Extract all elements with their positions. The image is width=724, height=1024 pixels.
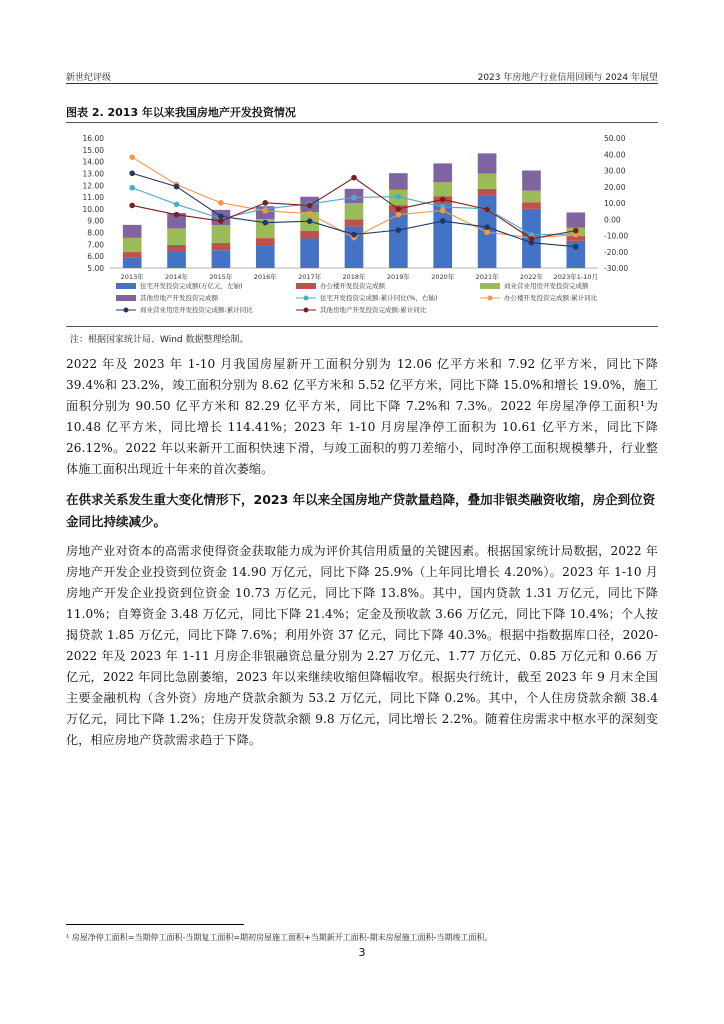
- line-data-point: [351, 195, 357, 201]
- bar-segment: [522, 191, 541, 203]
- bar-segment: [123, 252, 142, 257]
- bar-segment: [212, 225, 231, 243]
- line-data-point: [351, 175, 357, 181]
- line-data-point: [218, 218, 224, 224]
- line-data-point: [529, 236, 535, 242]
- line-data-point: [396, 227, 402, 233]
- line-data-point: [440, 218, 446, 224]
- line-data-point: [129, 203, 135, 209]
- bar-segment: [389, 212, 408, 268]
- left-axis-tick-label: 10.00: [82, 204, 104, 214]
- header-divider: [66, 83, 658, 84]
- bar-segment: [167, 228, 186, 245]
- legend-label: 商业营业用房开发投资完成额:累计同比: [140, 306, 253, 314]
- legend-swatch-marker: [304, 296, 309, 301]
- line-data-point: [573, 244, 579, 250]
- legend-swatch: [296, 283, 316, 289]
- left-axis-tick-label: 13.00: [82, 169, 104, 179]
- paragraph-funding: 房地产业对资本的高需求使得资金获取能力成为评价其信用质量的关键因素。根据国家统计局数据，2022 年房地产开发企业投资到位资金 14.90 万亿元，同比下降 25.9%（上年同比增长 4.20%）。2023 年 1-10 月房地产开发企业投资到位资金 10.73 万亿元，同比下降 13.8%。其中，国内贷款 1.31 万亿元，同比下降 11.0%；自筹资金 3.48 万亿元，同比下降 21.4%；定金及预收款 3.66 万亿元，同比下降 10.4%；个人按揭贷款 1.85 万亿元，同比下降 7.6%；利用外资 37 亿元，同比下降 40.3%。根据中指数据库口径，2020-2022 年及 2023 年 1-11 月房企非银融资总量分别为 2.27 万亿元、1.77 万亿元、0.85 万亿元和 0.66 万亿元，2022 年同比急剧萎缩，2023 年以来继续收缩但降幅收窄。根据央行统计，截至 2023 年 9 月末全国主要金融机构（含外资）房地产贷款余额为 53.2 万亿元，同比下降 0.2%。其中，个人住房贷款余额 38.4 万亿元，同比下降 1.2%；住房开发贷款余额 9.8 万亿元，同比增长 2.2%。随着住房需求中枢水平的深刻变化，相应房地产贷款需求趋于下降。: [66, 544, 658, 747]
- line-data-point: [573, 228, 579, 234]
- figure-title: 图表 2. 2013 年以来我国房地产开发投资情况: [66, 106, 296, 119]
- x-axis-category-label: 2023年1-10月: [553, 273, 598, 281]
- right-axis-tick-label: -30.00: [604, 264, 629, 273]
- bar-segment: [123, 257, 142, 268]
- paragraph-construction-area: 2022 年及 2023 年 1-10 月我国房屋新开工面积分别为 12.06 亿平方米和 7.92 亿平方米，同比下降 39.4%和 23.2%，竣工面积分别为 8.62 亿平方米和 5.52 亿平方米，同比下降 15.0%和增长 19.0%，施工面积分别为 90.50 亿平方米和 82.29 亿平方米，同比下降 7.2%和 7.3%。2022 年房屋净停工面积¹为 10.48 亿平方米，同比增长 114.41%；2023 年 1-10 月房屋净停工面积为 10.61 亿平方米，同比下降 26.12%。2022 年以来新开工面积快速下滑，与竣工面积的剪刀差缩小，同时净停工面积规模攀升，行业整体施工面积出现近十年来的首次萎缩。: [66, 357, 658, 476]
- bar-segment: [433, 182, 452, 196]
- legend-swatch-marker: [124, 308, 129, 313]
- bar-segment: [256, 246, 275, 268]
- legend-label: 商业营业用房开发投资完成额: [504, 282, 589, 290]
- line-data-point: [174, 202, 180, 208]
- line-data-point: [396, 206, 402, 212]
- figure-source-note: 注：根据国家统计局、Wind 数据整理绘制。: [70, 335, 249, 345]
- line-data-point: [129, 154, 135, 160]
- footnote: ¹ 房屋净停工面积=当期停工面积-当期复工面积=期初房屋施工面积+当期新开工面积-期末房屋施工面积-当期竣工面积。: [66, 933, 493, 942]
- left-axis-tick-label: 7.00: [87, 240, 104, 250]
- line-data-point: [174, 184, 180, 190]
- header-org: 新世纪评级: [66, 73, 112, 83]
- left-axis-tick-label: 11.00: [82, 193, 104, 203]
- legend-label: 住宅开发投资完成额:累计同比(%，右轴): [320, 294, 438, 302]
- line-data-point: [484, 207, 490, 213]
- line-data-point: [174, 212, 180, 218]
- figure-bottom-rule: [66, 326, 658, 327]
- x-axis-category-label: 2020年: [431, 273, 455, 281]
- left-axis-tick-label: 8.00: [87, 228, 104, 238]
- line-data-point: [307, 203, 313, 209]
- legend-swatch: [116, 295, 136, 301]
- line-data-point: [396, 212, 402, 218]
- bar-segment: [522, 202, 541, 209]
- line-data-point: [440, 197, 446, 203]
- x-axis-category-label: 2016年: [253, 273, 277, 281]
- right-axis-tick-label: 40.00: [604, 150, 626, 160]
- line-data-point: [396, 194, 402, 200]
- investment-chart: [66, 126, 658, 324]
- right-axis-tick-label: 50.00: [604, 134, 626, 143]
- bar-segment: [212, 243, 231, 250]
- bar-segment: [300, 238, 319, 268]
- line-data-point: [129, 170, 135, 176]
- line-data-point: [129, 185, 135, 191]
- line-data-point: [484, 224, 490, 230]
- left-axis-tick-label: 9.00: [87, 216, 104, 226]
- legend-label: 其他房地产开发投资完成额: [140, 294, 218, 302]
- legend-label: 住宅开发投资完成额(万亿元，左轴): [140, 282, 243, 290]
- x-axis-category-label: 2019年: [386, 273, 410, 281]
- x-axis-category-label: 2022年: [519, 273, 543, 281]
- legend-swatch-marker: [304, 308, 309, 313]
- right-axis-tick-label: 30.00: [604, 166, 626, 176]
- bar-segment: [433, 163, 452, 182]
- legend-label: 办公楼开发投资完成额: [320, 282, 385, 290]
- right-axis-tick-label: 0.00: [604, 215, 621, 225]
- bar-segment: [478, 173, 497, 188]
- legend-swatch: [480, 283, 500, 289]
- line-data-point: [262, 220, 268, 226]
- x-axis-category-label: 2015年: [209, 273, 233, 281]
- line-data-point: [218, 200, 224, 206]
- x-axis-category-label: 2017年: [298, 273, 322, 281]
- bar-segment: [389, 173, 408, 190]
- header-report-title: 2023 年房地产行业信用回顾与 2024 年展望: [477, 73, 658, 83]
- line-data-point: [440, 208, 446, 214]
- bar-segment: [345, 203, 364, 220]
- bar-segment: [345, 220, 364, 227]
- x-axis-category-label: 2018年: [342, 273, 366, 281]
- left-axis-tick-label: 12.00: [82, 181, 104, 191]
- left-axis-tick-label: 5.00: [87, 264, 104, 273]
- right-axis-tick-label: -20.00: [604, 247, 629, 257]
- bar-segment: [212, 250, 231, 268]
- bar-segment: [300, 231, 319, 238]
- bar-segment: [123, 238, 142, 252]
- line-data-point: [307, 218, 313, 224]
- x-axis-category-label: 2021年: [475, 273, 499, 281]
- left-axis-tick-label: 16.00: [82, 134, 104, 143]
- legend-label: 办公楼开发投资完成额:累计同比: [504, 294, 598, 302]
- legend-swatch-marker: [488, 296, 493, 301]
- x-axis-category-label: 2013年: [120, 273, 144, 281]
- line-data-point: [262, 208, 268, 214]
- left-axis-tick-label: 15.00: [82, 145, 104, 155]
- bar-segment: [123, 225, 142, 238]
- legend-label: 其他房地产开发投资完成额:累计同比: [320, 306, 427, 314]
- bar-segment: [167, 251, 186, 268]
- bar-segment: [567, 212, 586, 227]
- bar-segment: [478, 189, 497, 196]
- figure-top-rule: [66, 122, 658, 123]
- right-axis-tick-label: 10.00: [604, 199, 626, 208]
- line-data-point: [484, 229, 490, 235]
- line-data-point: [262, 200, 268, 206]
- bar-segment: [256, 238, 275, 245]
- section-heading-financing: 在供求关系发生重大变化情形下，2023 年以来全国房地产贷款量趋降，叠加非银类融资收缩，房企到位资金同比持续减少。: [66, 492, 656, 529]
- left-axis-tick-label: 6.00: [87, 252, 104, 262]
- left-axis-tick-label: 14.00: [82, 157, 104, 167]
- x-axis-category-label: 2014年: [165, 273, 189, 281]
- page-number: 3: [358, 946, 366, 959]
- bar-segment: [522, 171, 541, 191]
- bar-segment: [167, 245, 186, 252]
- footnote-rule: [66, 924, 244, 925]
- bar-segment: [478, 153, 497, 173]
- line-data-point: [351, 232, 357, 238]
- right-axis-tick-label: 20.00: [604, 182, 626, 192]
- line-data-point: [307, 211, 313, 217]
- legend-swatch: [116, 283, 136, 289]
- right-axis-tick-label: -10.00: [604, 231, 629, 241]
